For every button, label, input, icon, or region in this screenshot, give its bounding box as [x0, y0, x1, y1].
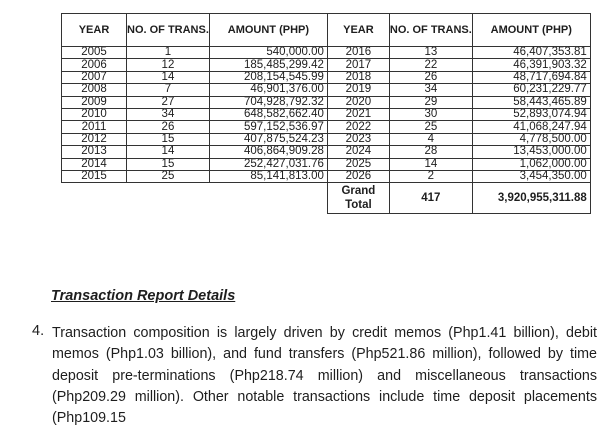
- cell-amount: 208,154,545.99: [209, 71, 327, 83]
- cell-year-2: 2025: [327, 158, 389, 170]
- cell-year-2: 2018: [327, 71, 389, 83]
- table-row: [62, 170, 591, 182]
- cell-amount: 597,152,536.97: [209, 121, 327, 133]
- grand-total-count: 417: [389, 183, 472, 214]
- table-row: [62, 158, 591, 170]
- transactions-table: [61, 13, 591, 214]
- header-amount: AMOUNT (PHP): [209, 14, 327, 47]
- cell-amount-2: 1,062,000.00: [472, 158, 590, 170]
- cell-year-2: 2016: [327, 47, 389, 59]
- cell-amount-2: 46,391,903.32: [472, 59, 590, 71]
- cell-year-2: 2019: [327, 84, 389, 96]
- cell-trans-count: 25: [127, 170, 210, 182]
- cell-trans-count: 14: [127, 71, 210, 83]
- table-row: [62, 146, 591, 158]
- cell-trans-count-2: 34: [389, 84, 472, 96]
- cell-amount: 185,485,299.42: [209, 59, 327, 71]
- cell-trans-count-2: 22: [389, 59, 472, 71]
- cell-amount-2: 58,443,465.89: [472, 96, 590, 108]
- cell-year-2: 2022: [327, 121, 389, 133]
- header-no-of-trans: NO. OF TRANS.: [127, 14, 210, 47]
- cell-year: 2007: [62, 71, 127, 83]
- cell-trans-count-2: 25: [389, 121, 472, 133]
- cell-trans-count: 1: [127, 47, 210, 59]
- grand-total-row: [62, 183, 591, 214]
- item-number: 4.: [32, 323, 45, 339]
- item-paragraph: Transaction composition is largely driven by credit memos (Php1.41 billion), debit memos (Php1.03 billion), and fund transfers (Php521.86 million), followed by time deposit pre-terminations (Php218.74 million) and miscellaneous transactions (Php209.29 million). Other notable transactions include time deposit placements (Php109.15: [52, 325, 597, 427]
- cell-year: 2014: [62, 158, 127, 170]
- table-row: [62, 108, 591, 120]
- cell-trans-count: 26: [127, 121, 210, 133]
- header-year: YEAR: [62, 14, 127, 47]
- cell-trans-count-2: 26: [389, 71, 472, 83]
- table-header-row: [62, 14, 591, 47]
- section-heading: Transaction Report Details: [51, 288, 236, 304]
- cell-amount-2: 52,893,074.94: [472, 108, 590, 120]
- table-row: [62, 121, 591, 133]
- cell-amount-2: 41,068,247.94: [472, 121, 590, 133]
- cell-year: 2012: [62, 133, 127, 145]
- cell-trans-count-2: 13: [389, 47, 472, 59]
- cell-trans-count: 7: [127, 84, 210, 96]
- cell-amount-2: 60,231,229.77: [472, 84, 590, 96]
- cell-amount-2: 13,453,000.00: [472, 146, 590, 158]
- cell-trans-count: 15: [127, 133, 210, 145]
- table-row: [62, 47, 591, 59]
- cell-year: 2015: [62, 170, 127, 182]
- table-row: [62, 133, 591, 145]
- cell-year-2: 2023: [327, 133, 389, 145]
- table-row: [62, 59, 591, 71]
- cell-year: 2008: [62, 84, 127, 96]
- cell-trans-count-2: 30: [389, 108, 472, 120]
- cell-amount: 648,582,662.40: [209, 108, 327, 120]
- cell-year-2: 2026: [327, 170, 389, 182]
- cell-year-2: 2021: [327, 108, 389, 120]
- cell-trans-count-2: 14: [389, 158, 472, 170]
- cell-amount-2: 3,454,350.00: [472, 170, 590, 182]
- cell-amount: 704,928,792.32: [209, 96, 327, 108]
- cell-amount-2: 48,717,694.84: [472, 71, 590, 83]
- header-amount-2: AMOUNT (PHP): [472, 14, 590, 47]
- cell-year: 2006: [62, 59, 127, 71]
- cell-year: 2005: [62, 47, 127, 59]
- cell-trans-count-2: 29: [389, 96, 472, 108]
- table-row: [62, 84, 591, 96]
- cell-trans-count-2: 4: [389, 133, 472, 145]
- cell-amount: 540,000.00: [209, 47, 327, 59]
- cell-year-2: 2020: [327, 96, 389, 108]
- cell-trans-count-2: 2: [389, 170, 472, 182]
- cell-amount-2: 46,407,353.81: [472, 47, 590, 59]
- total-spacer: [62, 183, 328, 214]
- grand-total-amount: 3,920,955,311.88: [472, 183, 590, 214]
- cell-year: 2010: [62, 108, 127, 120]
- cell-year: 2013: [62, 146, 127, 158]
- cell-trans-count: 15: [127, 158, 210, 170]
- cell-trans-count: 12: [127, 59, 210, 71]
- cell-year-2: 2017: [327, 59, 389, 71]
- table-row: [62, 71, 591, 83]
- cell-year: 2009: [62, 96, 127, 108]
- cell-amount: 46,901,376.00: [209, 84, 327, 96]
- cell-amount: 85,141,813.00: [209, 170, 327, 182]
- cell-trans-count-2: 28: [389, 146, 472, 158]
- cell-amount: 406,864,909.28: [209, 146, 327, 158]
- cell-amount: 407,875,524.23: [209, 133, 327, 145]
- grand-total-label: Grand Total: [327, 183, 389, 214]
- table-row: [62, 96, 591, 108]
- header-no-of-trans-2: NO. OF TRANS.: [389, 14, 472, 47]
- header-year-2: YEAR: [327, 14, 389, 47]
- cell-year-2: 2024: [327, 146, 389, 158]
- cell-year: 2011: [62, 121, 127, 133]
- cell-amount-2: 4,778,500.00: [472, 133, 590, 145]
- cell-trans-count: 27: [127, 96, 210, 108]
- cell-trans-count: 34: [127, 108, 210, 120]
- cell-trans-count: 14: [127, 146, 210, 158]
- cell-amount: 252,427,031.76: [209, 158, 327, 170]
